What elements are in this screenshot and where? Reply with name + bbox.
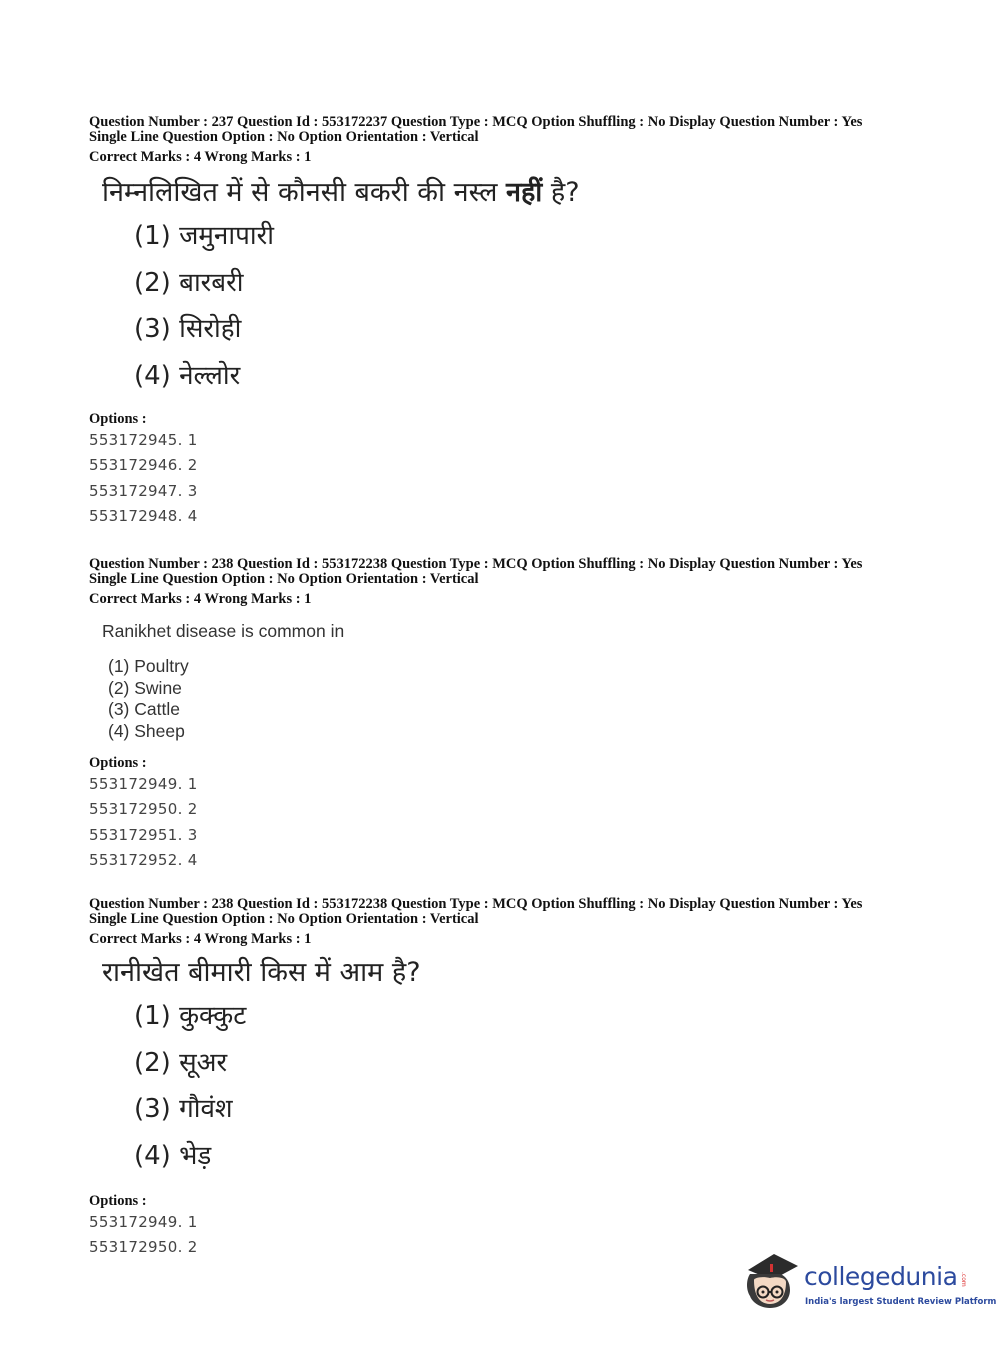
choice-item: (4) नेल्लोर: [134, 360, 241, 391]
question-meta-line-1: Question Number : 238 Question Id : 553172238 Question Type : MCQ Option Shuffling : No Display Question Number : Yes: [89, 896, 863, 912]
collegedunia-mascot-icon: [742, 1250, 800, 1312]
question-marks: Correct Marks : 4 Wrong Marks : 1: [89, 591, 312, 607]
question-meta-line-2: Single Line Question Option : No Option Orientation : Vertical: [89, 129, 479, 145]
choice-list: [134, 213, 949, 399]
question-stem: [102, 171, 949, 215]
option-id: 553172952. 4: [89, 850, 198, 869]
option-id: 553172950. 2: [89, 800, 198, 819]
collegedunia-watermark: [742, 1250, 997, 1316]
option-id: 553172948. 4: [89, 506, 198, 525]
options-label: Options :: [89, 1193, 147, 1209]
question-block-238-en: [89, 557, 949, 873]
question-meta-line-2: Single Line Question Option : No Option Orientation : Vertical: [89, 571, 479, 587]
collegedunia-com: .com: [960, 1272, 967, 1287]
choice-list: [134, 993, 949, 1179]
collegedunia-tagline: India's largest Student Review Platform: [805, 1297, 997, 1307]
option-id: 553172945. 1: [89, 431, 198, 449]
choice-item: (1) कुक्कुट: [134, 1001, 247, 1031]
option-id: 553172949. 1: [89, 775, 198, 793]
option-id: 553172947. 3: [89, 481, 198, 500]
option-id: 553172951. 3: [89, 825, 198, 844]
option-id: 553172946. 2: [89, 456, 198, 475]
question-stem: रानीखेत बीमारी किस में आम है?: [102, 957, 421, 988]
choice-item: (1) Poultry: [108, 656, 189, 676]
question-stem-text: निम्नलिखित में से कौनसी बकरी की नस्ल: [102, 177, 506, 208]
question-stem-end: है?: [542, 177, 580, 208]
question-stem: Ranikhet disease is common in: [102, 621, 345, 641]
choice-item: (2) Swine: [108, 677, 182, 698]
question-marks: Correct Marks : 4 Wrong Marks : 1: [89, 931, 312, 947]
choice-item: (2) बारबरी: [134, 267, 244, 298]
question-stem-emphasis: नहीं: [505, 177, 543, 208]
question-block-238-hi: [89, 897, 949, 1261]
options-label: Options :: [89, 411, 147, 427]
choice-item: (2) सूअर: [134, 1047, 228, 1078]
choice-item: (3) गौवंश: [134, 1094, 233, 1124]
choice-item: (3) सिरोही: [134, 314, 242, 344]
question-meta-line-2: Single Line Question Option : No Option Orientation : Vertical: [89, 911, 479, 927]
question-meta-line-1: Question Number : 237 Question Id : 553172237 Question Type : MCQ Option Shuffling : No Display Question Number : Yes: [89, 114, 863, 130]
question-block-237: [89, 115, 949, 529]
option-id: 553172950. 2: [89, 1238, 198, 1257]
options-label: Options :: [89, 755, 147, 771]
choice-item: (1) जमुनापारी: [134, 221, 274, 251]
question-meta-line-1: Question Number : 238 Question Id : 553172238 Question Type : MCQ Option Shuffling : No Display Question Number : Yes: [89, 556, 863, 572]
option-id: 553172949. 1: [89, 1213, 198, 1231]
choice-list: [108, 656, 949, 742]
choice-item: (3) Cattle: [108, 699, 180, 719]
question-marks: Correct Marks : 4 Wrong Marks : 1: [89, 149, 312, 165]
choice-item: (4) भेड़: [134, 1140, 212, 1171]
choice-item: (4) Sheep: [108, 720, 185, 741]
option-id-list: [89, 428, 949, 529]
collegedunia-wordmark: collegedunia: [804, 1262, 958, 1291]
option-id-list: [89, 772, 949, 873]
